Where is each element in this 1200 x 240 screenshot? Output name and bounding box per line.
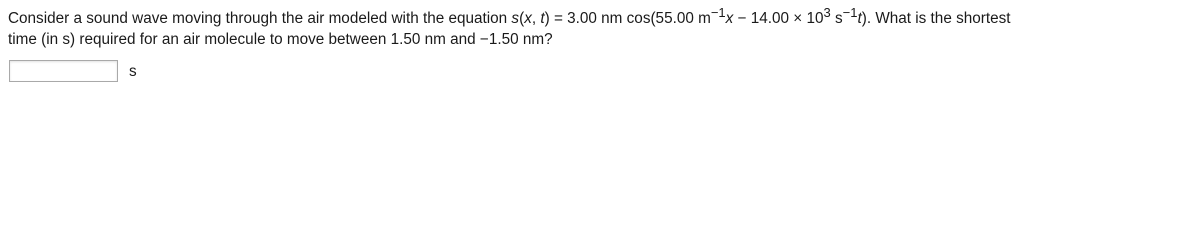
exponent-power-of-ten: 3: [823, 5, 831, 20]
exponent-inverse-seconds: −1: [842, 5, 858, 20]
variable-x: x: [524, 10, 532, 27]
question-line-2: time (in s) required for an air molecule to move between 1.50 nm and −1.50 nm?: [8, 31, 553, 48]
question-line-1: [8, 5, 1193, 29]
answer-unit-label: s: [129, 62, 137, 80]
exponent-wavenumber: −1: [710, 5, 726, 20]
question-intro: Consider a sound wave moving through the air modeled with the equation: [8, 10, 512, 27]
paren-open: (: [519, 10, 525, 27]
question-text: [8, 5, 1193, 50]
function-name: s: [511, 10, 520, 27]
comma: ,: [531, 10, 541, 27]
variable-t-2: t: [857, 10, 862, 27]
variable-x-2: x: [725, 10, 734, 27]
amplitude-text: = 3.00 nm cos(55.00 m: [549, 10, 711, 27]
answer-row: [9, 59, 137, 83]
unit-seconds: s: [830, 10, 843, 27]
paren-close: ): [544, 10, 550, 27]
angular-frequency-text: − 14.00 × 10: [733, 10, 824, 27]
variable-t: t: [540, 10, 545, 27]
answer-input[interactable]: [9, 60, 118, 82]
question-tail: ). What is the shortest: [861, 10, 1011, 27]
